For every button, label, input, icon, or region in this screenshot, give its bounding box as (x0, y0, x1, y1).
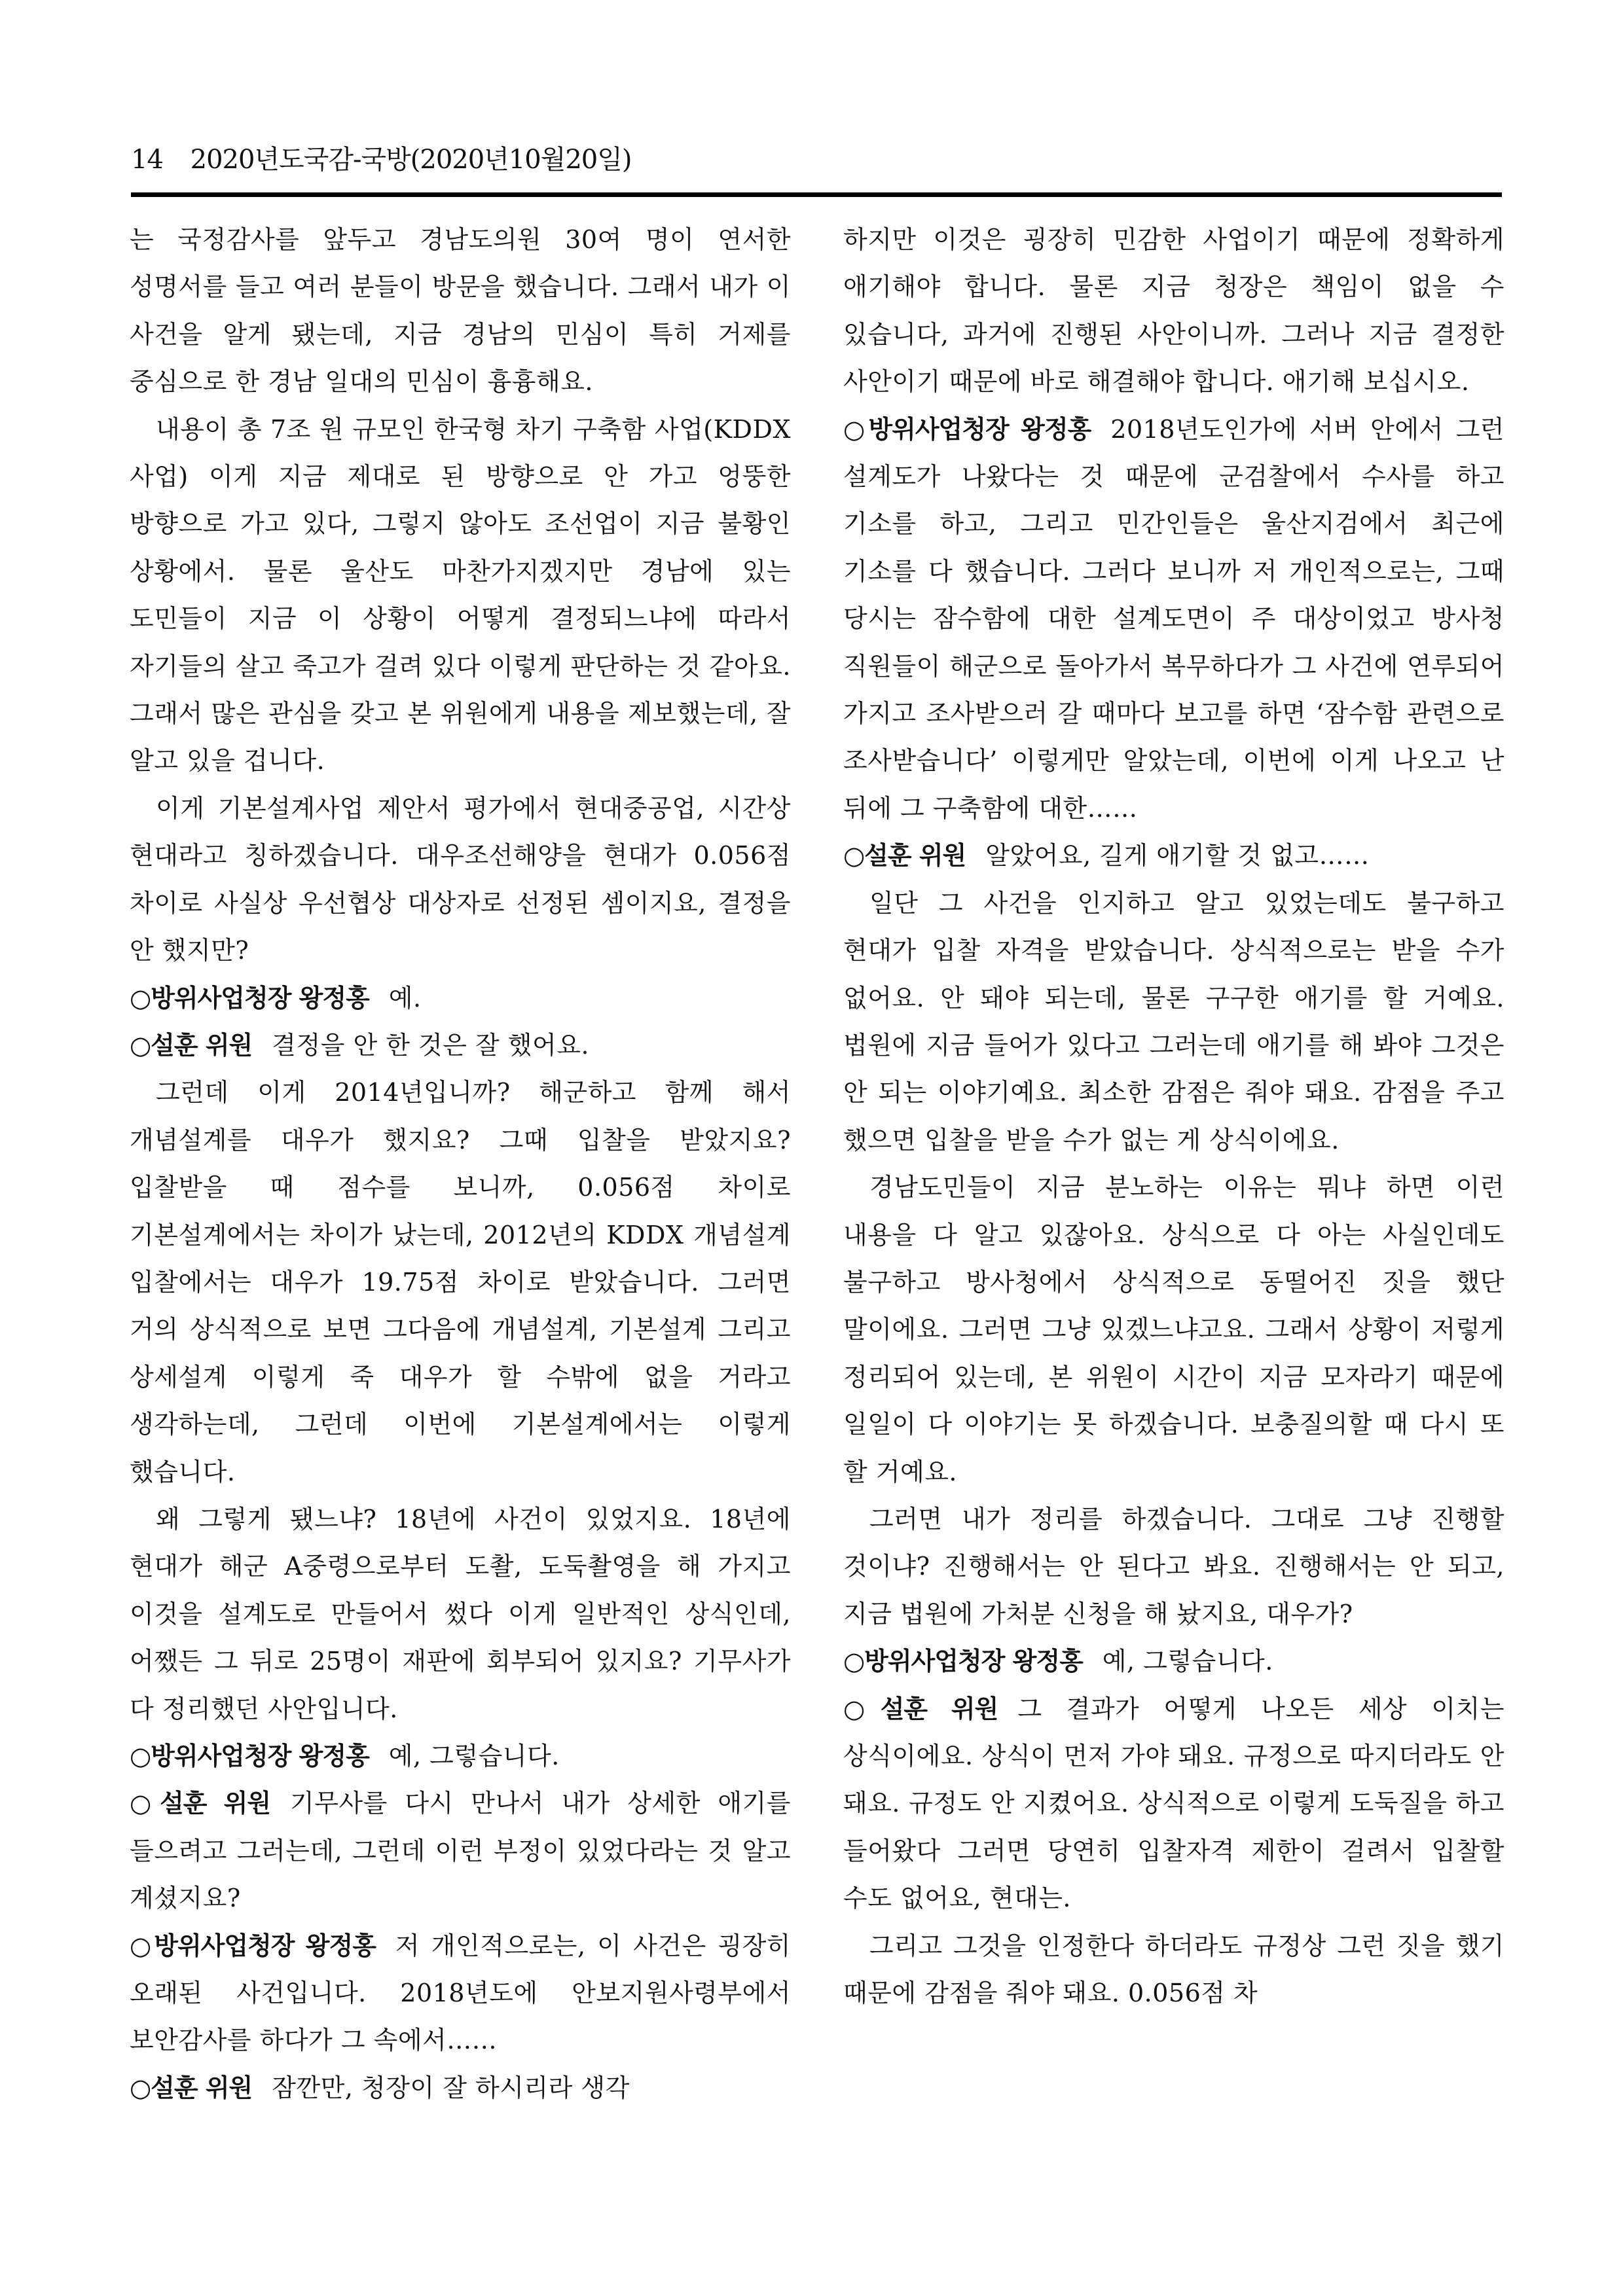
right-column (843, 216, 1504, 2017)
speaker-marker-icon: ○ (130, 1789, 160, 1818)
speaker-marker-icon: ○ (130, 1931, 155, 1960)
speaker-name: 방위사업청장 왕정홍 (864, 1647, 1083, 1676)
speech-text: 2018년도인가에 서버 안에서 그런 설계도가 나왔다는 것 때문에 군검찰에서 수사를 하고 기소를 하고, 그리고 민간인들은 울산지검에서 최근에 기소를 다 했습니다. 그러다 보니까 저 개인적으로는, 그때 당시는 잠수함에 대한 설계도면이 주 대상이었고 방사청 직원들이 해군으로 돌아가서 복무하다가 그 사건에 연루되어 가지고 조사받으러 갈 때마다 보고를 하면 ‘잠수함 관련으로 조사받습니다’ 이렇게만 알았는데, 이번에 이게 나오고 난 뒤에 그 구축함에 대한…… (843, 414, 1504, 823)
speaker-marker-icon: ○ (843, 1694, 881, 1723)
body-paragraph: 그러면 내가 정리를 하겠습니다. 그대로 그냥 진행할 것이냐? 진행해서는 안 된다고 봐요. 진행해서는 안 되고, 지금 법원에 가처분 신청을 해 놨지요, 대우가? (843, 1504, 1504, 1628)
speaker-name: 설훈 위원 (880, 1694, 998, 1723)
speech-paragraph (843, 832, 1504, 879)
header-rule (131, 192, 1502, 197)
left-column (130, 216, 791, 2111)
speech-paragraph (130, 2064, 791, 2111)
body-paragraph: 왜 그렇게 됐느냐? 18년에 사건이 있었지요. 18년에 현대가 해군 A중령으로부터 도촬, 도둑촬영을 해 가지고 이것을 설계도로 만들어서 썼다 이게 일반적인 상식인데, 어쨌든 그 뒤로 25명이 재판에 회부되어 있지요? 기무사가 다 정리했던 사안입니다. (130, 1504, 791, 1723)
speaker-label (130, 1789, 270, 1818)
speaker-label (843, 841, 966, 870)
speaker-marker-icon: ○ (843, 1647, 865, 1676)
speaker-name: 방위사업청장 왕정홍 (868, 414, 1091, 444)
speaker-label (130, 1742, 369, 1770)
speaker-label (843, 415, 1091, 444)
speech-text: 알았어요, 길게 애기할 것 없고…… (985, 841, 1370, 870)
speaker-name: 설훈 위원 (151, 2073, 253, 2102)
speech-text: 잠깐만, 청장이 잘 하시리라 생각 (272, 2073, 630, 2102)
speech-paragraph (130, 975, 791, 1022)
speaker-name: 설훈 위원 (864, 841, 966, 870)
speaker-name: 방위사업청장 왕정홍 (154, 1931, 376, 1960)
speaker-name: 설훈 위원 (160, 1789, 271, 1818)
speaker-label (130, 984, 369, 1013)
speech-text: 그 결과가 어떻게 나오든 세상 이치는 상식이에요. 상식이 먼저 가야 돼요. 규정으로 따지더라도 안 돼요. 규정도 안 지켰어요. 상식적으로 이렇게 도둑질을 하고 들어왔다 그러면 당연히 입찰자격 제한이 걸려서 입찰할 수도 없어요, 현대는. (843, 1694, 1504, 1913)
speech-text: 예. (388, 983, 422, 1013)
speaker-marker-icon: ○ (130, 1742, 151, 1770)
speaker-marker-icon: ○ (130, 1030, 151, 1060)
body-paragraph: 일단 그 사건을 인지하고 알고 있었는데도 불구하고 현대가 입찰 자격을 받았습니다. 상식적으로는 받을 수가 없어요. 안 돼야 되는데, 물론 구구한 애기를 할 거예요. 법원에 지금 들어가 있다고 그러는데 애기를 해 봐야 그것은 안 되는 이야기예요. 최소한 감점은 줘야 돼요. 감점을 주고 했으면 입찰을 받을 수가 없는 게 상식이에요. (843, 888, 1504, 1155)
speech-paragraph (843, 1685, 1504, 1922)
speech-paragraph (843, 1638, 1504, 1685)
body-paragraph: 내용이 총 7조 원 규모인 한국형 차기 구축함 사업(KDDX 사업) 이게 지금 제대로 된 방향으로 안 가고 엉뚱한 방향으로 가고 있다, 그렇지 않아도 조선업이 지금 불황인 상황에서. 물론 울산도 마찬가지겠지만 경남에 있는 도민들이 지금 이 상황이 어떻게 결정되느냐에 따라서 자기들의 살고 죽고가 걸려 있다 이렇게 판단하는 것 같아요. 그래서 많은 관심을 갖고 본 위원에게 내용을 제보했는데, 잘 알고 있을 겁니다. (130, 414, 791, 776)
speech-paragraph (130, 1780, 791, 1922)
speech-paragraph (843, 406, 1504, 833)
speaker-name: 방위사업청장 왕정홍 (151, 983, 369, 1013)
speaker-label (130, 2073, 252, 2102)
speaker-label (130, 1031, 252, 1060)
speech-text: 예, 그렇습니다. (388, 1742, 560, 1770)
speaker-marker-icon: ○ (130, 983, 151, 1013)
speech-text: 예, 그렇습니다. (1102, 1647, 1273, 1676)
body-paragraph: 이게 기본설계사업 제안서 평가에서 현대중공업, 시간상 현대라고 칭하겠습니다. 대우조선해양을 현대가 0.056점 차이로 사실상 우선협상 대상자로 선정된 셈이지요, 결정을 안 했지만? (130, 793, 791, 965)
body-paragraph: 하지만 이것은 굉장히 민감한 사업이기 때문에 정확하게 애기해야 합니다. 물론 지금 청장은 책임이 없을 수 있습니다, 과거에 진행된 사안이니까. 그러나 지금 결정한 사안이기 때문에 바로 해결해야 합니다. 애기해 보십시오. (843, 225, 1504, 397)
speech-text: 저 개인적으로는, 이 사건은 굉장히 오래된 사건입니다. 2018년도에 안보지원사령부에서 보안감사를 하다가 그 속에서…… (130, 1931, 791, 2055)
body-paragraph: 는 국정감사를 앞두고 경남도의원 30여 명이 연서한 성명서를 들고 여러 분들이 방문을 했습니다. 그래서 내가 이 사건을 알게 됐는데, 지금 경남의 민심이 특히 거제를 중심으로 한 경남 일대의 민심이 흉흉해요. (130, 225, 791, 397)
speech-text: 결정을 안 한 것은 잘 했어요. (272, 1030, 589, 1060)
speaker-label (843, 1647, 1083, 1676)
speaker-label (130, 1931, 376, 1960)
page-number: 14 (131, 145, 163, 175)
speaker-label (843, 1695, 998, 1723)
speaker-marker-icon: ○ (843, 841, 865, 870)
speaker-marker-icon: ○ (843, 414, 869, 444)
speech-text: 기무사를 다시 만나서 내가 상세한 애기를 들으려고 그러는데, 그런데 이런 부정이 있었다라는 것 알고 계셨지요? (130, 1789, 791, 1913)
speech-paragraph (130, 1022, 791, 1069)
page-header (131, 139, 632, 176)
speaker-marker-icon: ○ (130, 2073, 151, 2102)
speaker-name: 방위사업청장 왕정홍 (151, 1742, 369, 1770)
speaker-name: 설훈 위원 (151, 1030, 253, 1060)
speech-paragraph (130, 1732, 791, 1780)
body-paragraph: 경남도민들이 지금 분노하는 이유는 뭐냐 하면 이런 내용을 다 알고 있잖아요. 상식으로 다 아는 사실인데도 불구하고 방사청에서 상식적으로 동떨어진 짓을 했단 말이에요. 그러면 그냥 있겠느냐고요. 그래서 상황이 저렇게 정리되어 있는데, 본 위원이 시간이 지금 모자라기 때문에 일일이 다 이야기는 못 하겠습니다. 보충질의할 때 다시 또 할 거예요. (843, 1173, 1504, 1486)
document-title: 2020년도국감-국방(2020년10월20일) (190, 145, 632, 175)
body-paragraph: 그런데 이게 2014년입니까? 해군하고 함께 해서 개념설계를 대우가 했지요? 그때 입찰을 받았지요? 입찰받을 때 점수를 보니까, 0.056점 차이로 기본설계에서는 차이가 났는데, 2012년의 KDDX 개념설계 입찰에서는 대우가 19.75점 차이로 받았습니다. 그러면 거의 상식적으로 보면 그다음에 개념설계, 기본설계 그리고 상세설계 이렇게 죽 대우가 할 수밖에 없을 거라고 생각하는데, 그런데 이번에 기본설계에서는 이렇게 했습니다. (130, 1078, 791, 1486)
speech-paragraph (130, 1922, 791, 2064)
body-paragraph: 그리고 그것을 인정한다 하더라도 규정상 그런 짓을 했기 때문에 감점을 줘야 돼요. 0.056점 차 (843, 1931, 1504, 2008)
